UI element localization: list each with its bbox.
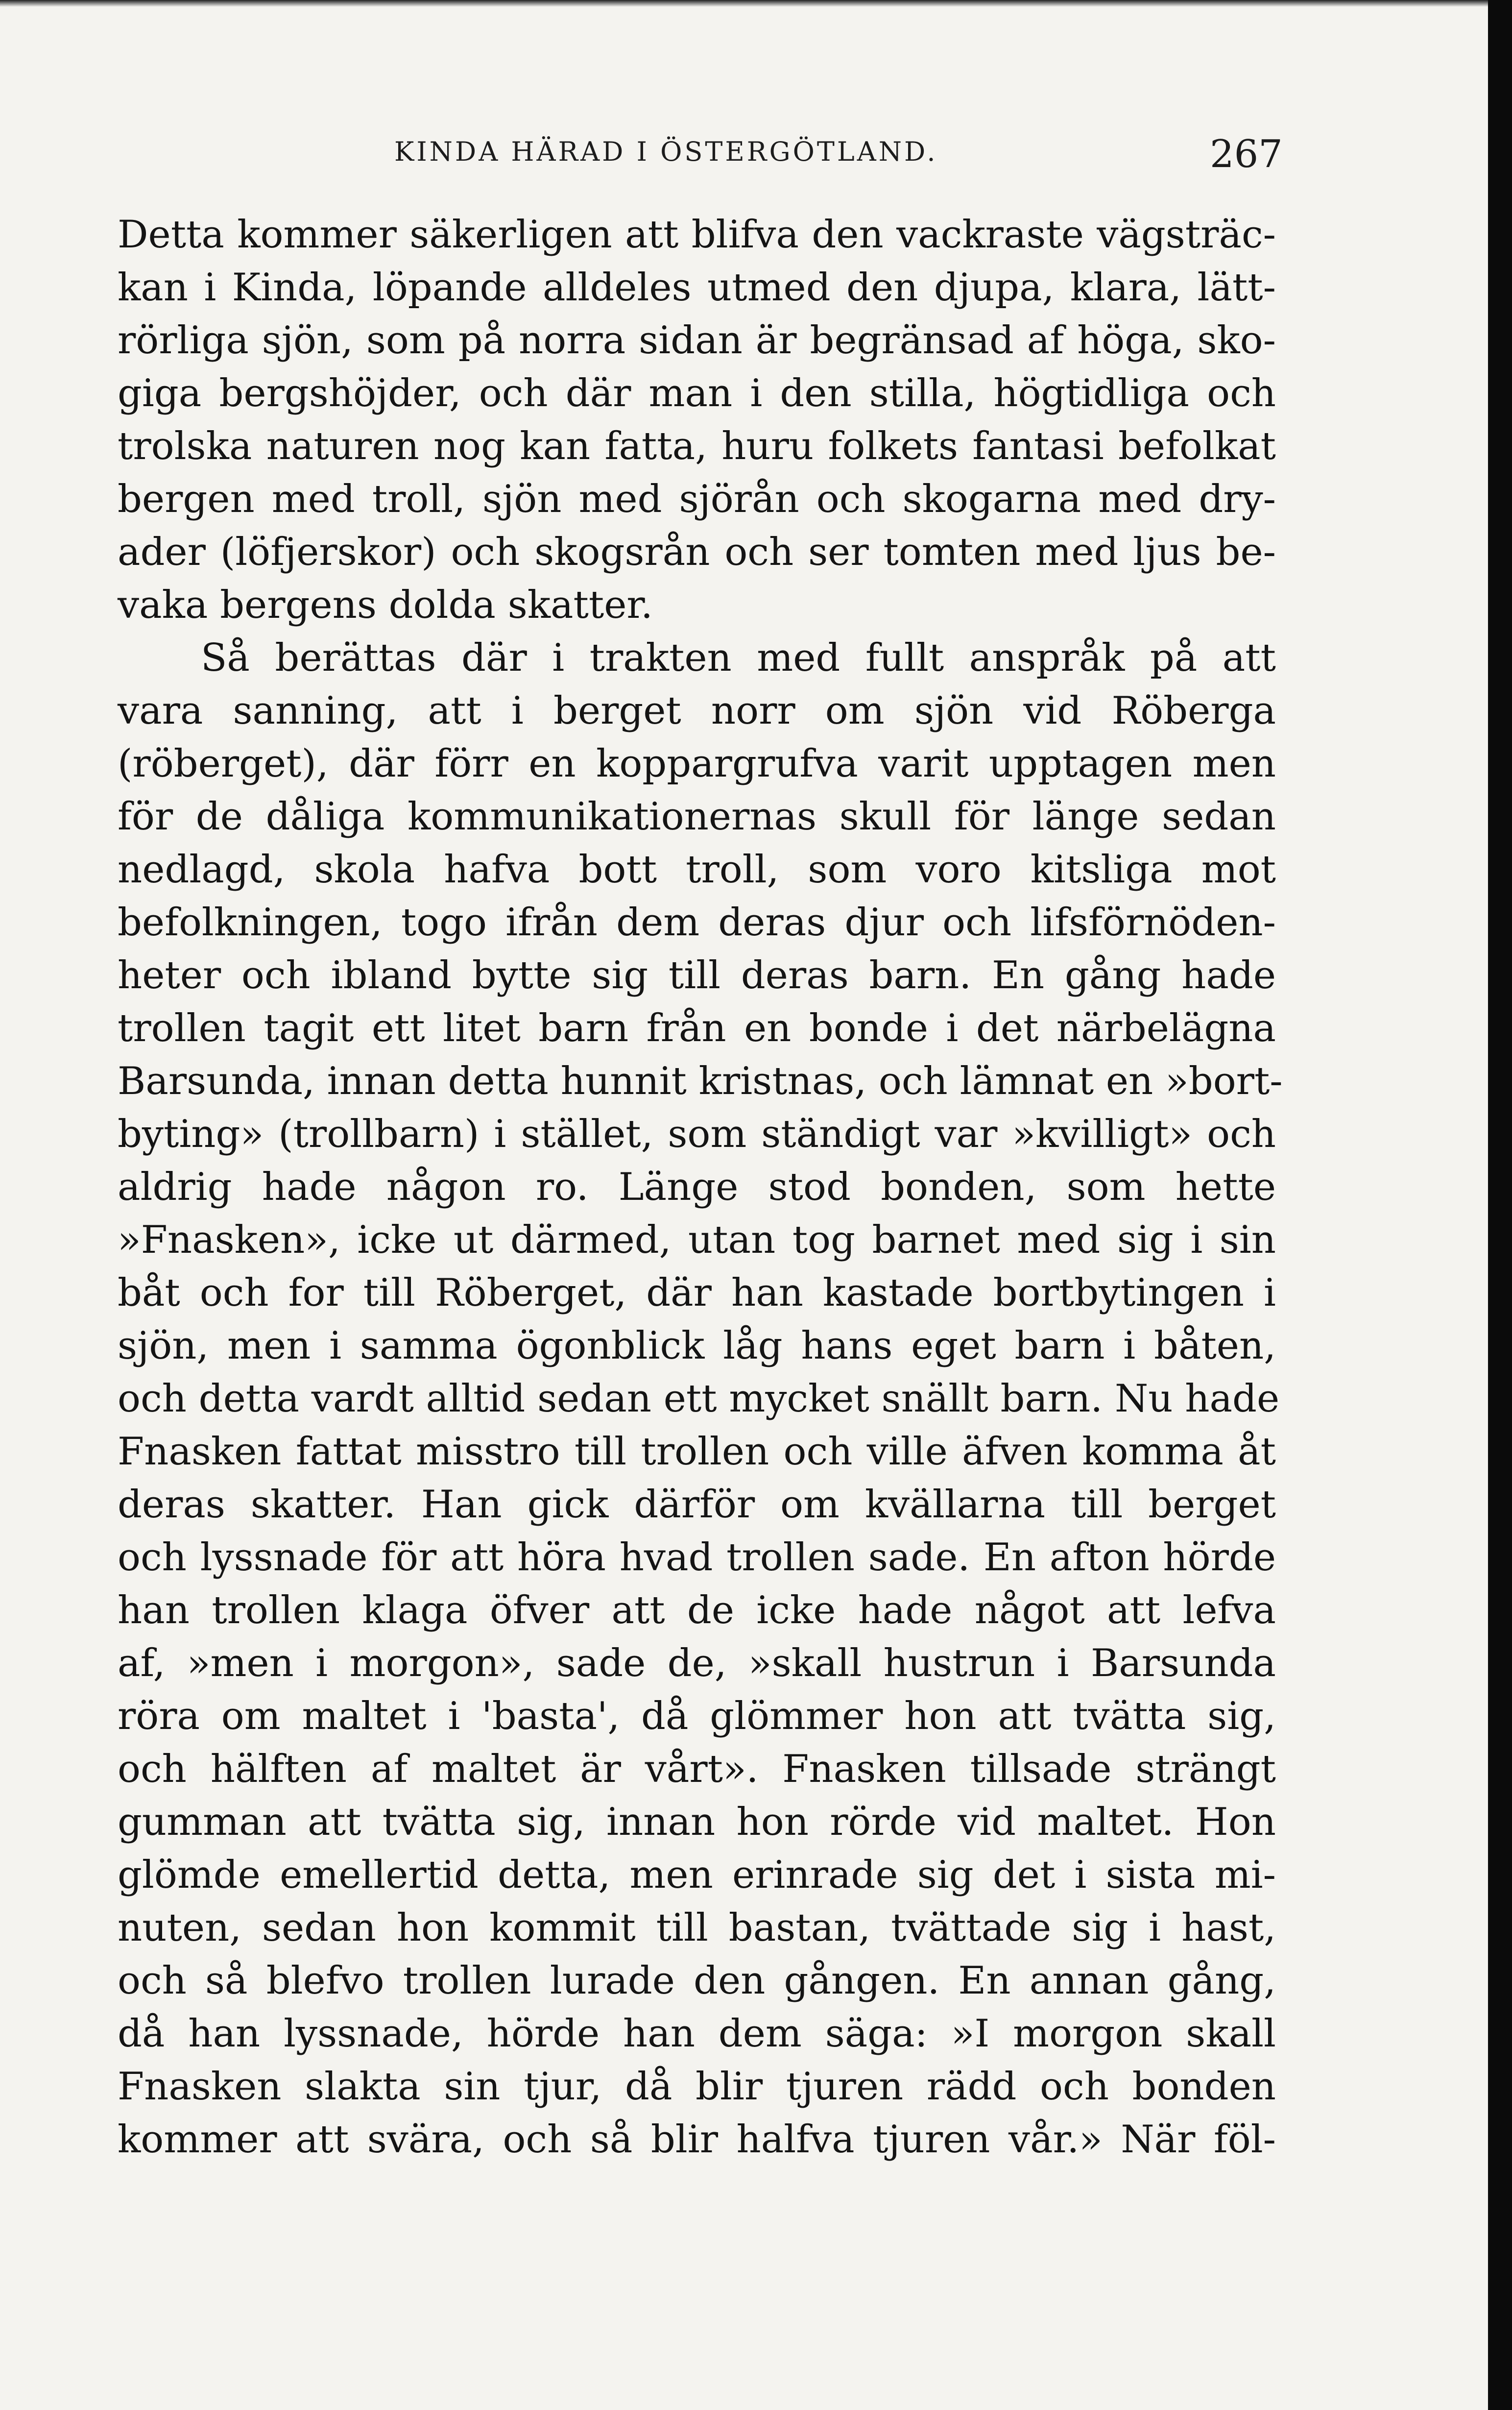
text-line: rörliga sjön, som på norra sidan är begränsad af höga, sko-: [118, 318, 1276, 363]
text-line: vara sanning, att i berget norr om sjön vid Röberga: [118, 689, 1276, 733]
text-line: Fnasken fattat misstro till trollen och ville äfven komma åt: [118, 1430, 1276, 1474]
text-line: deras skatter. Han gick därför om kvällarna till berget: [118, 1483, 1276, 1527]
text-line: sjön, men i samma ögonblick låg hans eget barn i båten,: [118, 1324, 1276, 1368]
running-head: [0, 132, 1488, 176]
text-line: röra om maltet i 'basta', då glömmer hon att tvätta sig,: [118, 1694, 1276, 1738]
text-line: och lyssnade för att höra hvad trollen sade. En afton hörde: [118, 1535, 1276, 1580]
page-number: 267: [1210, 132, 1283, 176]
text-line: (röberget), där förr en koppargrufva varit upptagen men: [118, 742, 1276, 786]
page-right-edge: [1488, 0, 1512, 2410]
text-line: och så blefvo trollen lurade den gången. En annan gång,: [118, 1959, 1276, 2003]
running-head-title: KINDA HÄRAD I ÖSTERGÖTLAND.: [394, 136, 938, 167]
text-line: giga bergshöjder, och där man i den stilla, högtidliga och: [118, 371, 1276, 415]
text-line: bergen med troll, sjön med sjörån och skogarna med dry-: [118, 477, 1276, 521]
text-line: aldrig hade någon ro. Länge stod bonden, som hette: [118, 1165, 1276, 1209]
text-line: trolska naturen nog kan fatta, huru folkets fantasi befolkat: [118, 424, 1276, 468]
text-line: Så berättas där i trakten med fullt anspråk på att: [201, 636, 1276, 680]
page-top-edge: [0, 0, 1488, 7]
text-line: af, »men i morgon», sade de, »skall hustrun i Barsunda: [118, 1641, 1276, 1685]
text-line: befolkningen, togo ifrån dem deras djur och lifsförnöden-: [118, 901, 1276, 945]
text-line: Barsunda, innan detta hunnit kristnas, och lämnat en »bort-: [118, 1059, 1283, 1103]
text-line: han trollen klaga öfver att de icke hade något att lefva: [118, 1588, 1276, 1632]
body-text: [118, 208, 1283, 2166]
text-line: glömde emellertid detta, men erinrade sig det i sista mi-: [118, 1853, 1276, 1897]
text-line: kan i Kinda, löpande alldeles utmed den djupa, klara, lätt-: [118, 266, 1276, 310]
text-line: och hälften af maltet är vårt». Fnasken tillsade strängt: [118, 1747, 1276, 1791]
text-line: ader (löfjerskor) och skogsrån och ser tomten med ljus be-: [118, 530, 1276, 574]
text-line: för de dåliga kommunikationernas skull för länge sedan: [118, 795, 1276, 839]
text-line: trollen tagit ett litet barn från en bonde i det närbelägna: [118, 1006, 1276, 1050]
paragraph-1: [118, 208, 1276, 632]
text-line: nedlagd, skola hafva bott troll, som voro kitsliga mot: [118, 848, 1276, 892]
text-line: Fnasken slakta sin tjur, då blir tjuren rädd och bonden: [118, 2065, 1276, 2109]
text-line: »Fnasken», icke ut därmed, utan tog barnet med sig i sin: [118, 1218, 1276, 1262]
text-line: byting» (trollbarn) i stället, som ständigt var »kvilligt» och: [118, 1112, 1276, 1156]
text-line: då han lyssnade, hörde han dem säga: »I morgon skall: [118, 2012, 1276, 2056]
text-line: båt och for till Röberget, där han kastade bortbytingen i: [118, 1271, 1276, 1315]
text-line: kommer att svära, och så blir halfva tjuren vår.» När föl-: [118, 2118, 1276, 2162]
text-line: heter och ibland bytte sig till deras barn. En gång hade: [118, 953, 1276, 998]
text-line: vaka bergens dolda skatter.: [118, 583, 653, 627]
text-line: gumman att tvätta sig, innan hon rörde vid maltet. Hon: [118, 1800, 1276, 1844]
text-line: och detta vardt alltid sedan ett mycket snällt barn. Nu hade: [118, 1377, 1280, 1421]
text-line: Detta kommer säkerligen att blifva den vackraste vägsträc-: [118, 213, 1276, 257]
paragraph-2: [118, 632, 1283, 2166]
text-line: nuten, sedan hon kommit till bastan, tvättade sig i hast,: [118, 1906, 1276, 1950]
